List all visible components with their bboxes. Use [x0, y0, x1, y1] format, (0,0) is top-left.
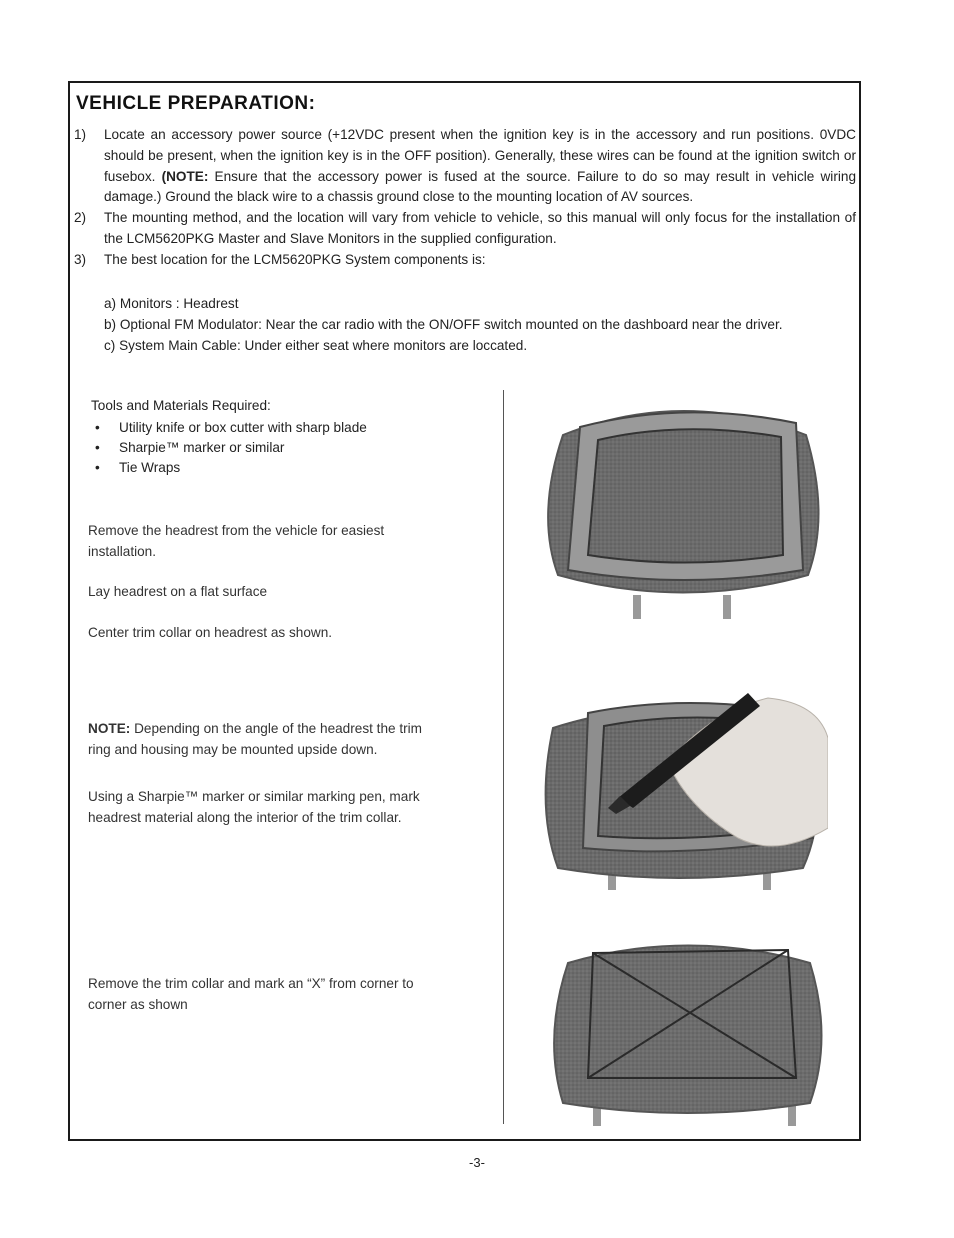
marking-headrest-photo	[538, 668, 828, 893]
tool-item: • Sharpie™ marker or similar	[95, 438, 367, 458]
center-collar-text: Center trim collar on headrest as shown.	[88, 625, 333, 640]
step-number: 3)	[74, 251, 87, 267]
page-number: -3-	[469, 1155, 485, 1170]
sharpie-text: Using a Sharpie™ marker or similar marking pen, mark headrest material along the interior of the trim collar.	[88, 789, 420, 825]
step-text: Ensure that the accessory power is fused at the source. Failure to do so may result in vehicle wiring damage.) Ground the black wire to a chassis ground close to the mounting location of AV sources.	[104, 168, 856, 205]
note-paragraph	[88, 719, 428, 760]
tool-item: • Utility knife or box cutter with sharp blade	[95, 418, 367, 438]
note-label: (NOTE:	[161, 168, 209, 184]
step-number: 1)	[74, 127, 87, 142]
column-divider	[503, 390, 504, 1124]
remove-headrest-text: Remove the headrest from the vehicle for easiest installation.	[88, 523, 385, 559]
step-3	[74, 250, 856, 271]
headrest-collar-photo	[538, 395, 828, 620]
section-title: VEHICLE PREPARATION:	[76, 93, 316, 114]
locations-list	[104, 294, 856, 356]
location-item: c) System Main Cable: Under either seat where monitors are loccated.	[104, 337, 528, 353]
lay-flat-text: Lay headrest on a flat surface	[88, 584, 268, 599]
note-text: Depending on the angle of the headrest the trim ring and housing may be mounted upside down.	[88, 721, 423, 757]
steps-list	[74, 125, 856, 271]
location-item: b) Optional FM Modulator: Near the car radio with the ON/OFF switch mounted on the dashboard near the driver.	[104, 316, 783, 332]
step-1	[74, 125, 856, 208]
mark-x-text: Remove the trim collar and mark an “X” from corner to corner as shown	[88, 976, 414, 1012]
headrest-x-mark-photo	[548, 928, 828, 1128]
note-label: NOTE:	[88, 721, 131, 736]
step-text: Locate an accessory power source (+12VDC present when the ignition key is in the accessory and run positions. 0VDC should be present, when the ignition key is in the OFF position). Generally, these wires can be found at the ignition switch or fusebox.	[104, 127, 856, 184]
tools-list	[95, 418, 367, 478]
step-number: 2)	[74, 210, 87, 226]
step-text: The mounting method, and the location will vary from vehicle to vehicle, so this manual will only focus for the installation of the LCM5620PKG Master and Slave Monitors in the supplied configuration.	[104, 210, 856, 246]
tool-item: • Tie Wraps	[95, 458, 367, 478]
tools-heading: Tools and Materials Required:	[91, 398, 271, 413]
step-text: The best location for the LCM5620PKG System components is:	[104, 251, 486, 267]
step-2	[74, 208, 856, 250]
location-item: a) Monitors : Headrest	[104, 296, 239, 311]
